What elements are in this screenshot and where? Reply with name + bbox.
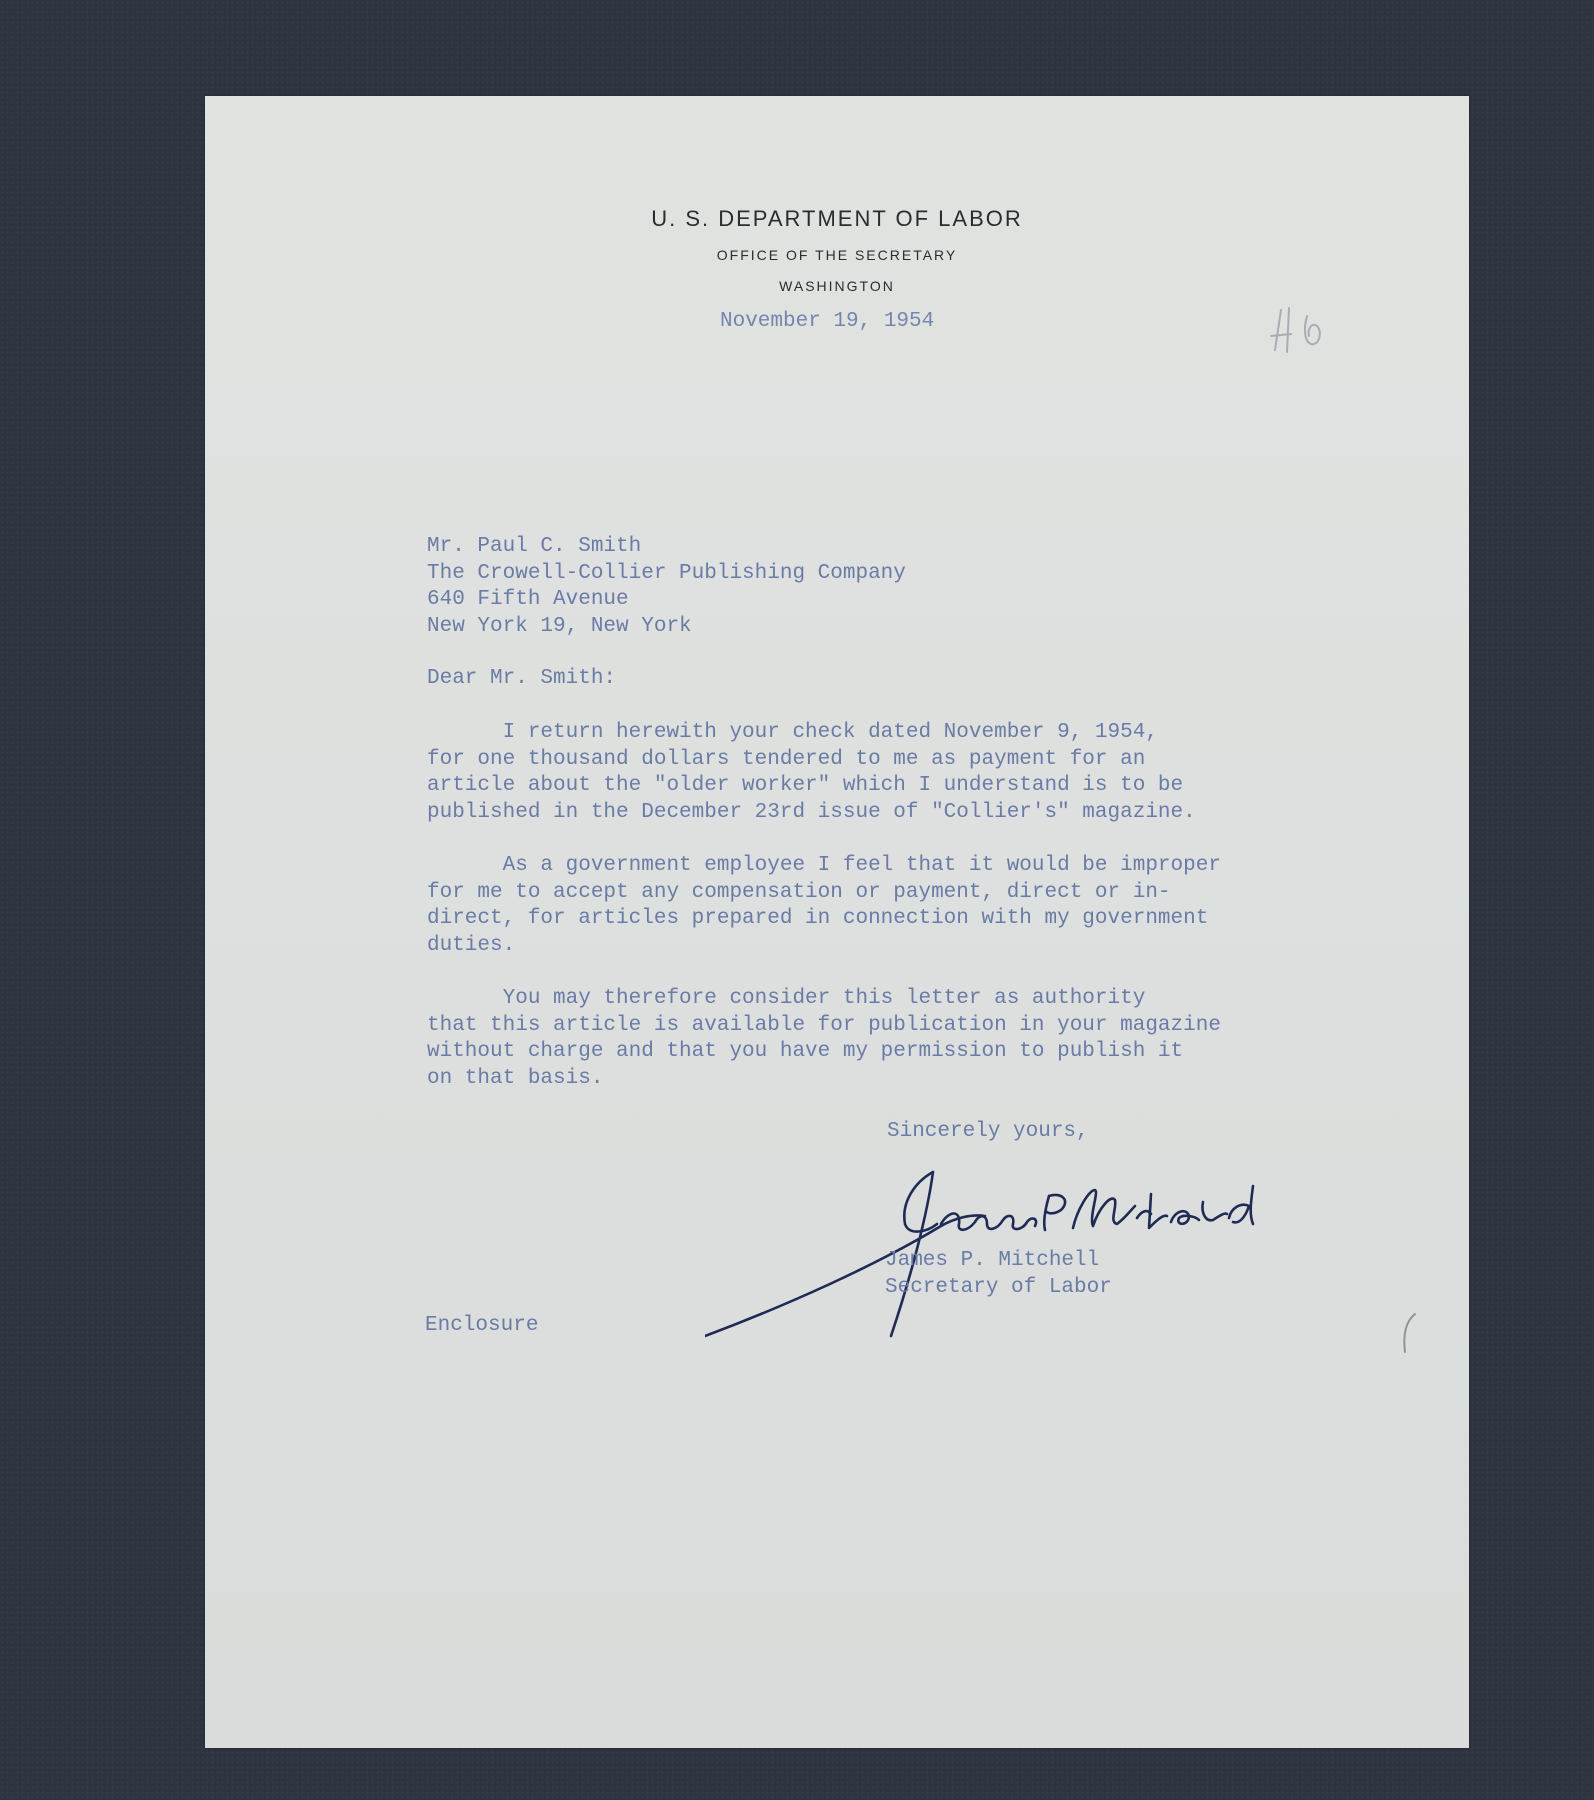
closing: Sincerely yours, — [887, 1120, 1089, 1143]
letterhead-city: WASHINGTON — [779, 278, 895, 294]
letter-sheet — [205, 96, 1469, 1748]
letter-date: November 19, 1954 — [720, 310, 935, 333]
salutation: Dear Mr. Smith: — [427, 667, 617, 690]
body-paragraph-1: I return herewith your check dated November 9, 1954, for one thousand dollars tendered to me as payment for an article about the "older worker" which I understand is to be published in the December 23rd issue of "Collier's" magazine. — [427, 721, 1196, 824]
address-line: 640 Fifth Avenue — [427, 588, 629, 611]
signer-name: James P. Mitchell — [885, 1249, 1100, 1272]
body-paragraph-3: You may therefore consider this letter as authority that this article is available for publication in your magazine without charge and that you have my permission to publish it on that basis. — [427, 987, 1221, 1090]
pencil-tick-icon — [1395, 1306, 1425, 1356]
address-line: The Crowell-Collier Publishing Company — [427, 561, 906, 585]
body-paragraph-2: As a government employee I feel that it would be improper for me to accept any compensation or payment, direct or in- direct, for articles prepared in connection with my government duties. — [427, 854, 1221, 957]
enclosure-note: Enclosure — [425, 1314, 539, 1337]
letterhead-department: U. S. DEPARTMENT OF LABOR — [651, 206, 1023, 231]
address-line: Mr. Paul C. Smith — [427, 535, 642, 558]
recipient-address — [427, 534, 906, 640]
signer-title: Secretary of Labor — [885, 1275, 1112, 1299]
pencil-note-icon — [1267, 302, 1347, 372]
address-line: New York 19, New York — [427, 614, 692, 638]
letterhead-office: OFFICE OF THE SECRETARY — [716, 247, 958, 263]
signature-block — [885, 1248, 1112, 1301]
